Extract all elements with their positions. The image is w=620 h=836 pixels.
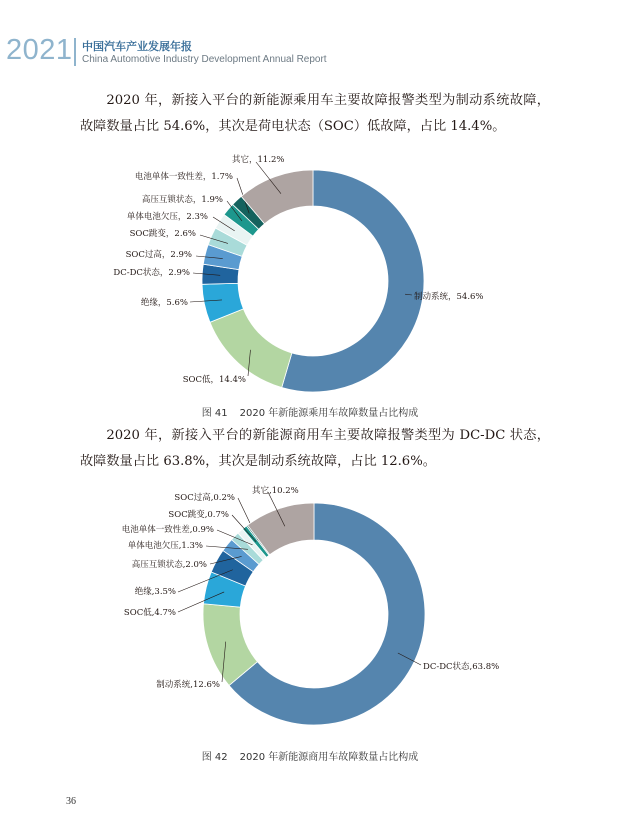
chart-1-label-8: 电池单体一致性差，1.7%: [134, 172, 233, 182]
chart-2-label-7: SOC跳变,0.7%: [168, 510, 229, 520]
chart-1-label-1: SOC低，14.4%: [182, 375, 246, 385]
chart-1-label-7: 高压互锁状态，1.9%: [141, 195, 223, 205]
chart-2-donut: [0, 475, 620, 745]
page-header: [0, 34, 620, 74]
chart-1-label-2: 绝缘，5.6%: [140, 298, 188, 308]
header-title-cn: 中国汽车产业发展年报: [82, 40, 192, 53]
page-number: 36: [66, 796, 76, 807]
chart-1-donut: [0, 142, 620, 404]
paragraph-1: 2020 年，新接入平台的新能源乘用车主要故障报警类型为制动系统故障，故障数量占比 54.6%，其次是荷电状态（SOC）低故障，占比 14.4%。: [80, 93, 550, 134]
figure-2-title: 2020 年新能源商用车故障数量占比构成: [239, 752, 419, 763]
paragraph-2: 2020 年，新接入平台的新能源商用车主要故障报警类型为 DC-DC 状态，故障数量占比 63.8%，其次是制动系统故障，占比 12.6%。: [80, 428, 550, 469]
chart-2-label-5: 单体电池欠压,1.3%: [127, 541, 203, 551]
header-divider: [74, 38, 76, 66]
figure-2-caption: [0, 748, 620, 763]
figure-2-number: 图 42: [201, 752, 228, 763]
chart-1-label-6: 单体电池欠压，2.3%: [126, 212, 208, 222]
chart-2-label-6: 电池单体一致性差,0.9%: [121, 525, 214, 535]
chart-2-label-4: 高压互锁状态,2.0%: [131, 560, 207, 570]
chart-2-label-9: 其它,10.2%: [252, 486, 299, 496]
header-year: 2021: [6, 34, 73, 66]
chart-1-label-4: SOC过高，2.9%: [125, 250, 192, 260]
figure-1-caption: [0, 404, 620, 419]
chart-2-label-0: DC-DC状态,63.8%: [423, 662, 500, 672]
chart-1-label-9: 其它，11.2%: [232, 155, 285, 165]
header-title-en: China Automotive Industry Development Annual Report: [82, 54, 327, 65]
chart-1-label-0: 制动系统，54.6%: [414, 292, 484, 302]
figure-1-title: 2020 年新能源乘用车故障数量占比构成: [239, 408, 419, 419]
chart-2-label-2: SOC低,4.7%: [123, 608, 176, 618]
chart-1-label-3: DC-DC状态，2.9%: [113, 268, 190, 278]
chart-1-label-5: SOC跳变，2.6%: [129, 229, 196, 239]
chart-2-label-3: 绝缘,3.5%: [134, 587, 176, 597]
chart-2-label-1: 制动系统,12.6%: [156, 680, 220, 690]
chart-2-label-8: SOC过高,0.2%: [174, 493, 235, 503]
figure-1-number: 图 41: [201, 408, 228, 419]
